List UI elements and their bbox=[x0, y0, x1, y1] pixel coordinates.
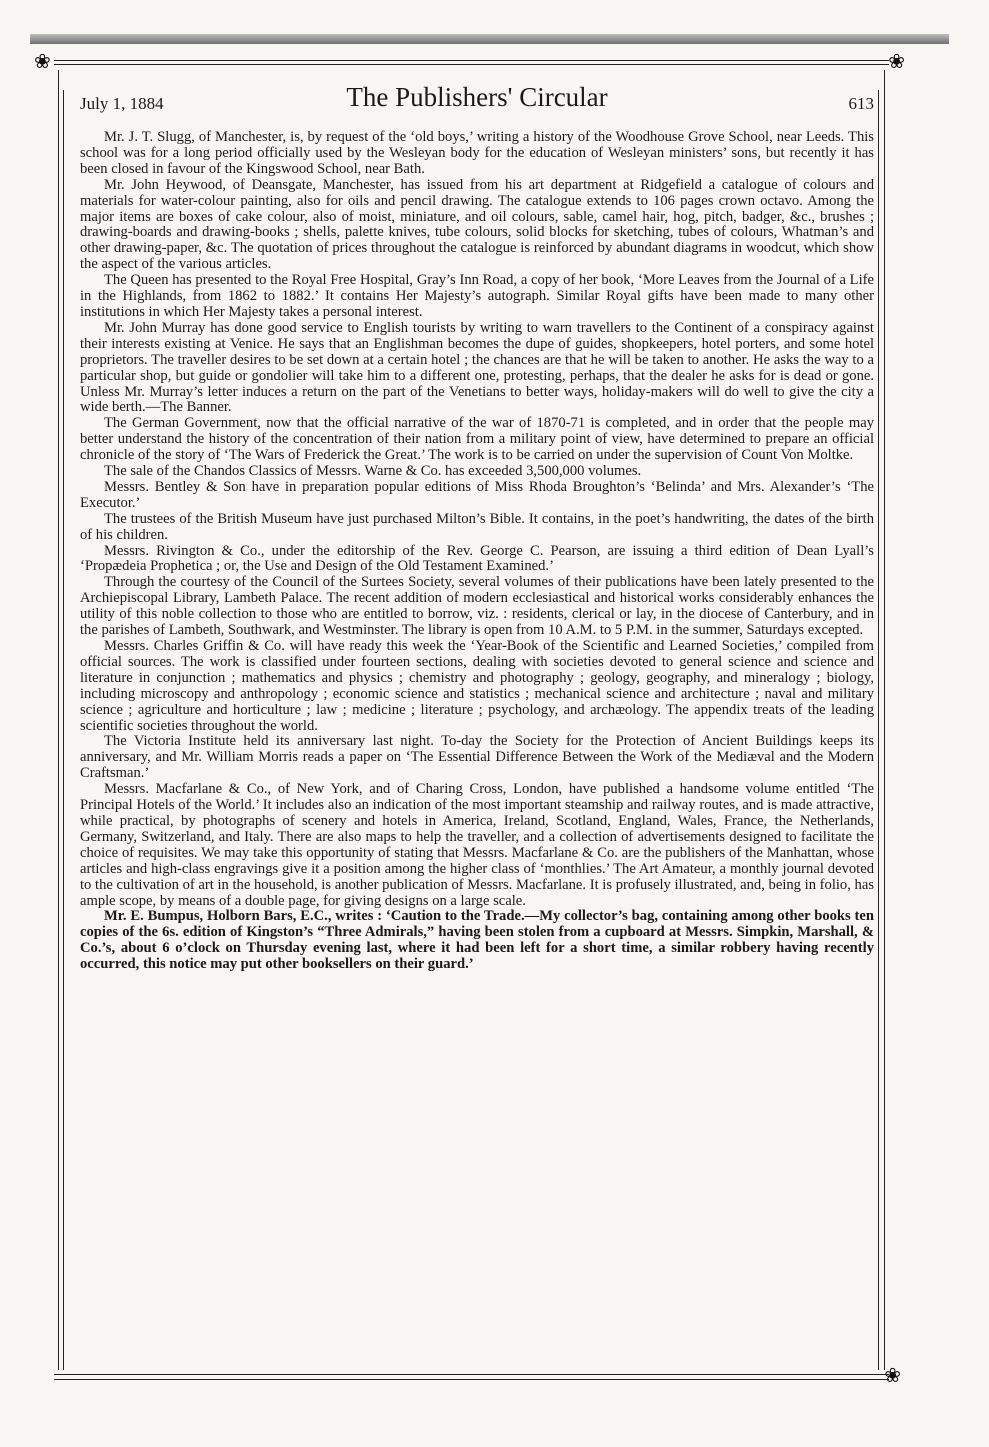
paragraph: Mr. John Murray has done good service to English tourists by writing to warn travellers to the Continent of a conspiracy against their interests existing at Venice. He says that an Englishman becomes the dupe of guides, shopkeepers, hotel porters, and some hotel proprietors. The traveller desires to be set down at a certain hotel ; the chances are that he will be taken to another. He asks the way to a particular shop, but guide or gondolier will take him to a different one, protesting, perhaps, that the dealer he asks for is dead or gone. Unless Mr. Murray’s letter induces a return on the part of the Venetians to better ways, holiday-makers will do well to give the city a wide berth.—The Banner. bbox=[80, 319, 874, 416]
paragraph: The trustees of the British Museum have just purchased Milton’s Bible. It contains, in the poet’s handwriting, the dates of the birth of his children. bbox=[80, 510, 874, 543]
header-rule-bottom bbox=[54, 64, 889, 65]
border-line-left bbox=[58, 70, 59, 1370]
paragraph: Messrs. Bentley & Son have in preparation popular editions of Miss Rhoda Broughton’s ‘Belinda’ and Mrs. Alexander’s ‘The Executor.’ bbox=[80, 478, 874, 511]
issue-date: July 1, 1884 bbox=[80, 94, 164, 113]
article-body bbox=[80, 130, 874, 973]
page-number: 613 bbox=[848, 94, 874, 113]
corner-ornament-icon: ❀ bbox=[888, 51, 905, 73]
corner-ornament-icon: ❀ bbox=[884, 1365, 901, 1387]
footer-rule-bottom bbox=[54, 1379, 889, 1380]
top-band bbox=[30, 34, 949, 44]
paragraph: The sale of the Chandos Classics of Messrs. Warne & Co. has exceeded 3,500,000 volumes. bbox=[104, 463, 642, 480]
publication-title: The Publishers' Circular bbox=[346, 82, 608, 112]
border-line-left-inner bbox=[63, 90, 64, 1370]
corner-ornament-icon: ❀ bbox=[34, 51, 51, 73]
paragraph: Messrs. Rivington & Co., under the editorship of the Rev. George C. Pearson, are issuing a third edition of Dean Lyall’s ‘Propædeia Prophetica ; or, the Use and Design of the Old Testament Examined.’ bbox=[80, 542, 874, 575]
paragraph: Mr. J. T. Slugg, of Manchester, is, by request of the ‘old boys,’ writing a history of the Woodhouse Grove School, near Leeds. This school was for a long period officially used by the Wesleyan body for the education of Wesleyan ministers’ sons, but recently it has been closed in favour of the Kingswood School, near Bath. bbox=[80, 129, 874, 177]
border-line-right-inner bbox=[878, 90, 879, 1370]
paragraph: Mr. John Heywood, of Deansgate, Manchester, has issued from his art department at Ridgefield a catalogue of colours and materials for water-colour painting, also for oils and pencil drawing. The catalogue extends to 106 pages crown octavo. Among the major items are boxes of cake colour, also of moist, miniature, and oil colours, sable, camel hair, hog, pitch, badger, &c., brushes ; drawing-boards and drawing-books ; shells, palette knives, tube colours, solid blocks for sketching, tubes of colours, Whatman’s and other drawing-paper, &c. The quotation of prices throughout the catalogue is reinforced by abundant diagrams in woodcut, which show the aspect of the various articles. bbox=[80, 176, 874, 273]
page-header bbox=[80, 82, 874, 122]
paragraph: Messrs. Charles Griffin & Co. will have ready this week the ‘Year-Book of the Scientific and Learned Societies,’ compiled from official sources. The work is classified under fourteen sections, dealing with societies devoted to general science and science and literature in conjunction ; mathematics and physics ; chemistry and photography ; geology, geography, and mineralogy ; biology, including microscopy and anthropology ; economic science and statistics ; mechanical science and architecture ; naval and military science ; agriculture and horticulture ; law ; medicine ; literature ; psychology, and archæology. The appendix treats of the leading scientific societies throughout the world. bbox=[80, 638, 874, 734]
paragraph: Mr. E. Bumpus, Holborn Bars, E.C., writes : ‘Caution to the Trade.—My collector’s bag, containing among other books ten copies of the 6s. edition of Kingston’s “Three Admirals,” having been stolen from a cupboard at Messrs. Simpkin, Marshall, & Co.’s, about 6 o’clock on Thursday evening last, where it had been left for a short time, a similar robbery having recently occurred, this notice may put other booksellers on their guard.’ bbox=[80, 908, 874, 973]
paragraph: Messrs. Macfarlane & Co., of New York, and of Charing Cross, London, have published a handsome volume entitled ‘The Principal Hotels of the World.’ It includes also an indication of the most important steamship and railway routes, and is made attractive, while practical, by photographs of scenery and hotels in America, Ireland, Scotland, England, Wales, France, the Netherlands, Germany, Switzerland, and Italy. There are also maps to help the traveller, and a collection of advertisements designed to facilitate the choice of requisites. We may take this opportunity of stating that Messrs. Macfarlane & Co. are the publishers of the Manhattan, whose articles and high-class engravings give it a position among the higher class of ‘monthlies.’ The Art Amateur, a monthly journal devoted to the cultivation of art in the household, is another publication of Messrs. Macfarlane. It is profusely illustrated, and, being in folio, has ample scope, by means of a double page, for giving designs on a large scale. bbox=[80, 781, 874, 909]
header-rule-top bbox=[54, 60, 889, 61]
paragraph: The German Government, now that the official narrative of the war of 1870-71 is completed, and in order that the people may better understand the history of the concentration of their nation from a military point of view, have determined to prepare an official chronicle of the story of ‘The Wars of Frederick the Great.’ The work is to be carried on under the supervision of Count Von Moltke. bbox=[80, 415, 874, 464]
border-line-right bbox=[884, 70, 885, 1370]
paragraph: Through the courtesy of the Council of the Surtees Society, several volumes of their publications have been lately presented to the Archiepiscopal Library, Lambeth Palace. The recent addition of modern ecclesiastical and historical works considerably enhances the utility of this noble collection to those who are entitled to borrow, viz. : residents, clerical or lay, in the diocese of Canterbury, and in the parishes of Lambeth, Southwark, and Westminster. The library is open from 10 A.M. to 5 P.M. in the summer, Saturdays excepted. bbox=[80, 574, 874, 639]
paragraph: The Victoria Institute held its anniversary last night. To-day the Society for the Protection of Ancient Buildings keeps its anniversary, and Mr. William Morris reads a paper on ‘The Essential Difference Between the Work of the Mediæval and the Modern Craftsman.’ bbox=[80, 733, 874, 782]
paragraph: The Queen has presented to the Royal Free Hospital, Gray’s Inn Road, a copy of her book, ‘More Leaves from the Journal of a Life in the Highlands, from 1862 to 1882.’ It contains Her Majesty’s autograph. Similar Royal gifts have been made to many other institutions in which Her Majesty takes a personal interest. bbox=[80, 272, 874, 320]
footer-rule-top bbox=[54, 1374, 889, 1375]
